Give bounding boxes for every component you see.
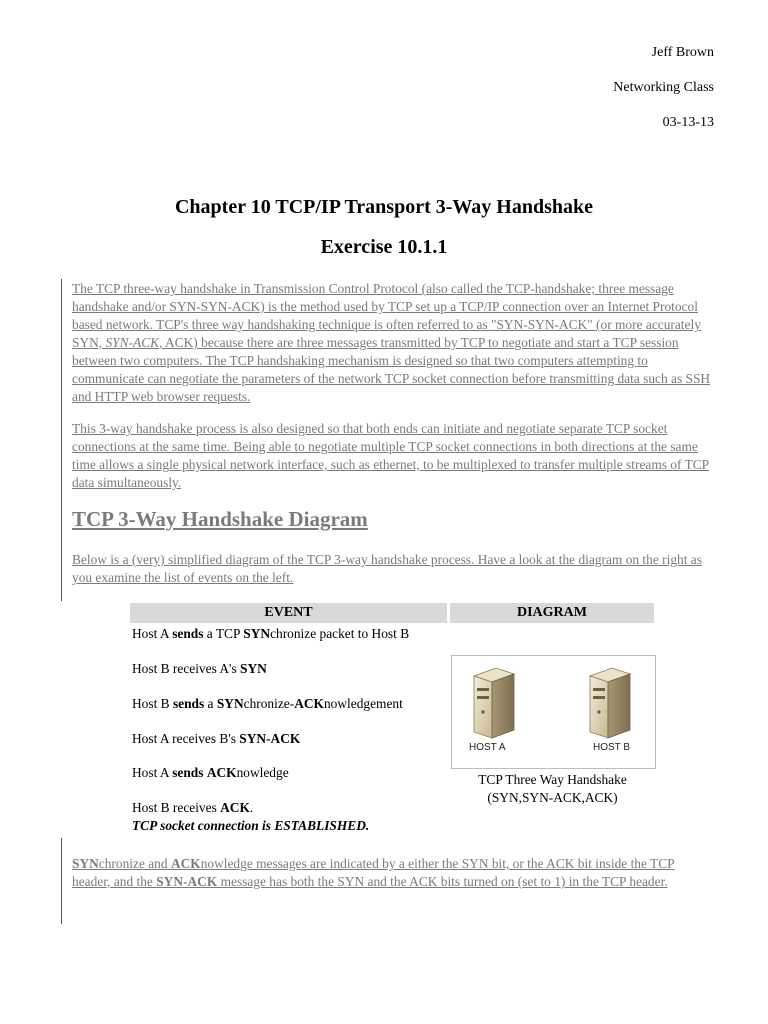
diagram-caption-line-1: TCP Three Way Handshake [478, 772, 627, 787]
event-bold: ACK [206, 765, 237, 780]
event-6 [132, 800, 253, 816]
event-text: . [249, 800, 254, 815]
revision-bar [61, 838, 62, 924]
event-text: Host A receives B's [132, 731, 240, 746]
event-bold: ACK [294, 696, 324, 711]
event-text: nowledge [236, 765, 289, 780]
revision-bar [61, 279, 62, 601]
event-text: a [204, 696, 217, 711]
section-heading: TCP 3-Way Handshake Diagram [72, 507, 368, 531]
event-text: chronize- [243, 696, 295, 711]
event-text: Host B receives [132, 800, 221, 815]
event-bold: ACK [220, 800, 250, 815]
document-date: 03-13-13 [662, 115, 714, 130]
event-bold: SYN [240, 661, 267, 676]
closing-bold: SYN-ACK [156, 874, 218, 889]
closing-bold: ACK [170, 856, 201, 871]
event-1 [132, 626, 409, 642]
intro-text-1: The TCP three-way handshake in Transmission Control Protocol (also called the TCP-handshake; three message handshake and/or SYN-SYN-ACK) is the method used by TCP set up a TCP/IP connection over an Internet Protocol based network. TCP's three way handshaking technique is often referred to as "SYN-SYN-ACK" (or more accurately SYN, [72, 281, 701, 350]
class-name: Networking Class [613, 80, 714, 95]
event-4 [132, 731, 300, 747]
event-text: nowledgement [323, 696, 403, 711]
handshake-diagram [451, 655, 656, 769]
table-header-diagram: DIAGRAM [450, 603, 654, 623]
server-icon-host-a [474, 668, 514, 738]
event-5 [132, 765, 289, 781]
table-header-event: EVENT [130, 603, 447, 623]
event-bold: sends [172, 626, 204, 641]
event-text: a TCP [203, 626, 244, 641]
closing-text: message has both the SYN and the ACK bits turned on (set to 1) in the TCP header. [217, 874, 668, 889]
event-text: chronize packet to Host B [270, 626, 410, 641]
event-text: Host B [132, 696, 173, 711]
diagram-caption-line-2: (SYN,SYN-ACK,ACK) [487, 790, 618, 805]
intro-italic: SYN-ACK [105, 335, 160, 350]
host-a-label: HOST A [469, 742, 506, 753]
event-2 [132, 661, 267, 677]
event-bold: SYN [243, 626, 271, 641]
closing-bold: SYN [72, 856, 99, 871]
event-text: Host A [132, 765, 173, 780]
host-b-label: HOST B [593, 742, 631, 753]
page-subtitle: Exercise 10.1.1 [320, 236, 448, 258]
event-bold: sends [172, 765, 204, 780]
event-3 [132, 696, 403, 712]
event-bold: SYN-ACK [239, 731, 301, 746]
event-text: Host A [132, 626, 173, 641]
established-note: TCP socket connection is ESTABLISHED. [132, 818, 370, 833]
event-bold: SYN [216, 696, 244, 711]
closing-text: nowledge messages are indicated by a either the SYN bit, or the ACK bit inside the TCP header, and the [72, 856, 675, 889]
section-intro: Below is a (very) simplified diagram of the TCP 3-way handshake process. Have a look at the diagram on the right as you examine the list of events on the left. [72, 552, 702, 585]
event-bold: sends [172, 696, 205, 711]
intro-text-2: , ACK) because there are three messages transmitted by TCP to negotiate and start a TCP session between two computers. The TCP handshaking mechanism is designed so that two computers attempting to communicate can negotiate the parameters of the network TCP socket connection before transmitting data such as SSH and HTTP web browser requests. [72, 335, 711, 404]
event-text: Host B receives A's [132, 661, 241, 676]
second-paragraph: This 3-way handshake process is also designed so that both ends can initiate and negotiate separate TCP socket connections at the same time. Being able to negotiate multiple TCP socket connections in both directions at the same time allows a single physical network interface, such as ethernet, to be multiplexed to transfer multiple streams of TCP data simultaneously. [72, 421, 710, 490]
closing-paragraph [72, 855, 712, 891]
page-title: Chapter 10 TCP/IP Transport 3-Way Handshake [174, 196, 594, 218]
server-icon-host-b [590, 668, 630, 738]
author-name: Jeff Brown [651, 45, 714, 60]
closing-text: chronize and [98, 856, 171, 871]
intro-paragraph [72, 280, 712, 406]
